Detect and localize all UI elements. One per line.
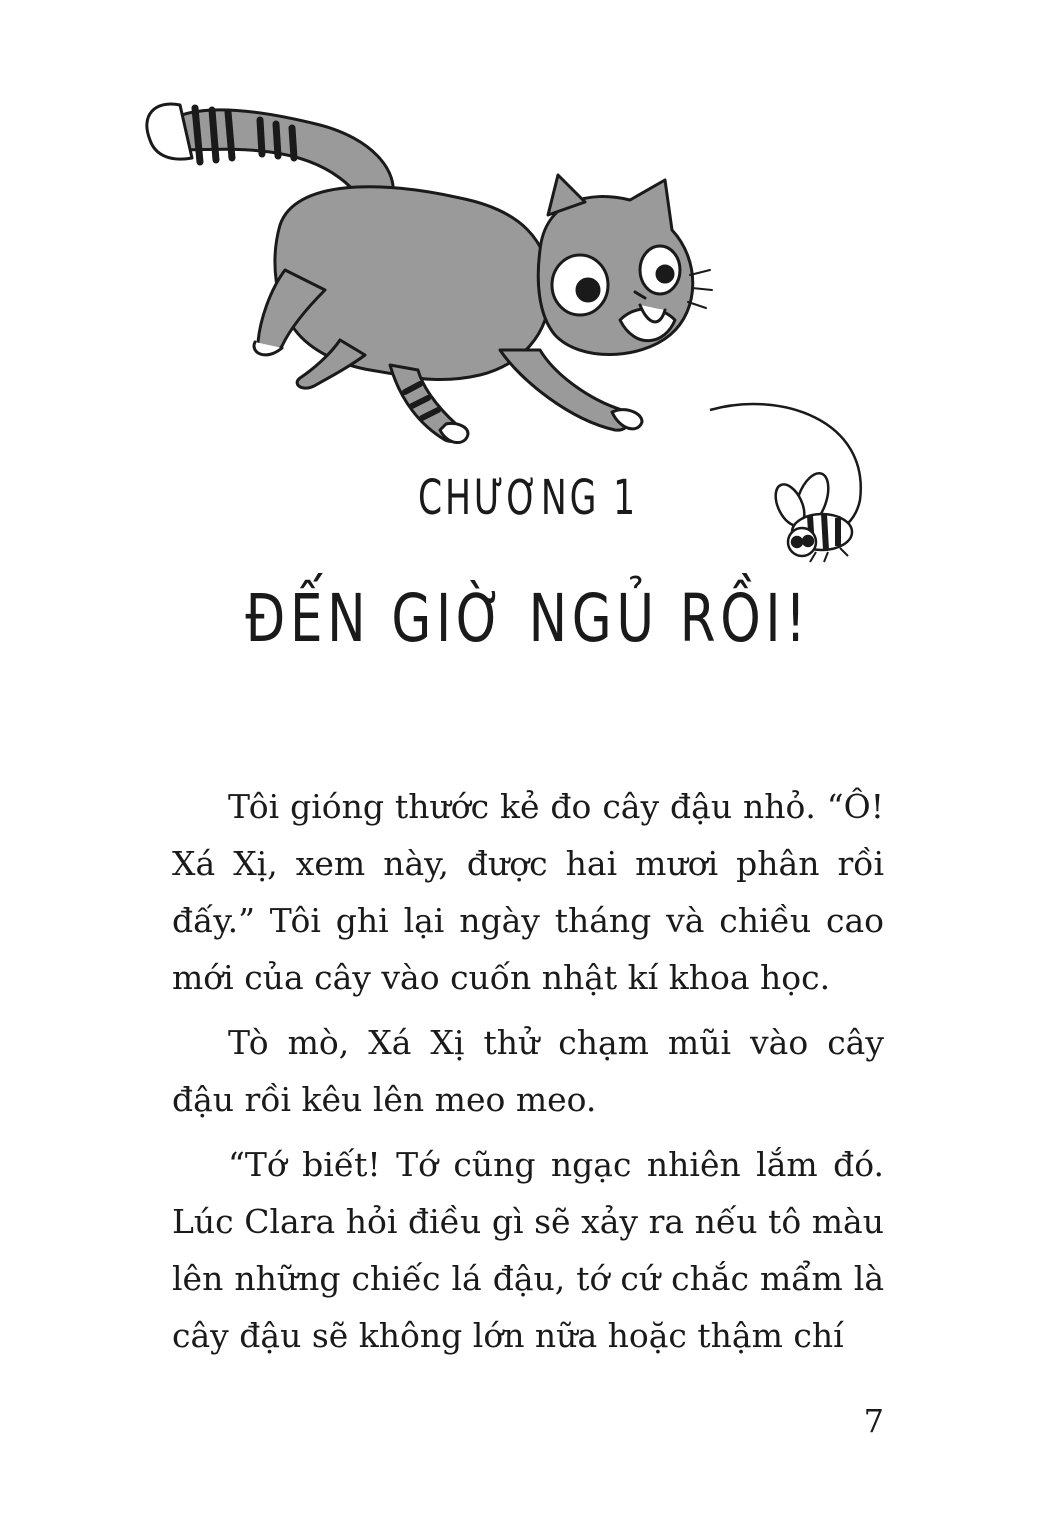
paragraph: Tò mò, Xá Xị thử chạm mũi vào cây đậu rồi kêu lên meo meo. — [172, 1023, 884, 1119]
chapter-title: ĐẾN GIỜ NGỦ RỒI! — [245, 580, 811, 657]
body-text — [172, 778, 884, 1372]
paragraph: Tôi gióng thước kẻ đo cây đậu nhỏ. “Ô! Xá Xị, xem này, được hai mươi phân rồi đấy.” Tôi ghi lại ngày tháng và chiều cao mới của cây vào cuốn nhật kí khoa học. — [172, 787, 884, 997]
chapter-label: CHƯƠNG 1 — [418, 470, 638, 526]
page-number: 7 — [863, 1402, 884, 1440]
cat-icon — [147, 104, 712, 443]
paragraph: “Tớ biết! Tớ cũng ngạc nhiên lắm đó. Lúc Clara hỏi điều gì sẽ xảy ra nếu tô màu lên những chiếc lá đậu, tớ cứ chắc mẩm là cây đậu sẽ không lớn nữa hoặc thậm chí — [172, 1145, 884, 1355]
